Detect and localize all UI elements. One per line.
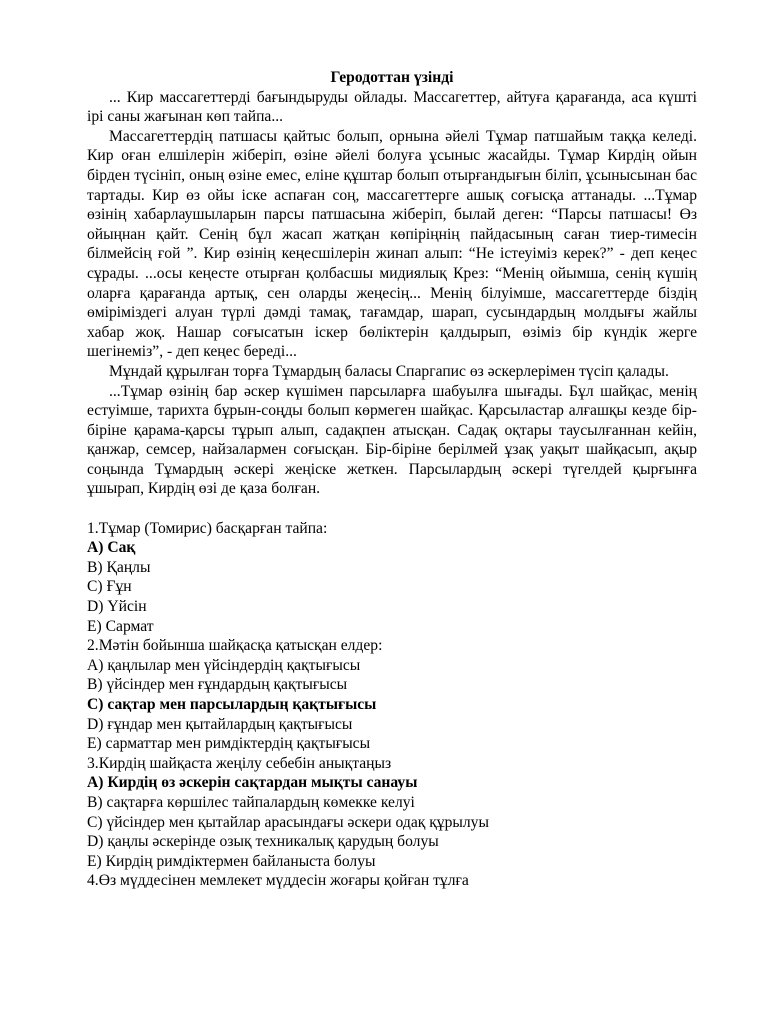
answer-option: A) қаңлылар мен үйсіндердің қақтығысы — [87, 656, 361, 674]
document-page — [87, 68, 697, 891]
answer-option: A) Сақ — [87, 539, 136, 557]
question-block — [87, 871, 697, 891]
answer-option: E) сарматтар мен римдіктердің қақтығысы — [87, 735, 371, 753]
paragraph: Массагеттердің патшасы қайтыс болып, орнына әйелі Тұмар патшайым таққа келеді. Кир оған елшілерін жіберіп, өзіне әйелі болуға ұсыныс жасайды. Тұмар Кирдің ойын бірден түсініп, оның өзіне емес, еліне құштар болып отырғандығын біліп, ұсынысынан бас тартады. Кир өз ойы іске аспаған соң, массагеттерге ашық соғысқа аттанады. ...Тұмар өзінің хабарлаушыларын парсы патшасына жіберіп, былай деген: “Парсы патшасы! Өз ойыңнан қайт. Сенің бұл жасап жатқан көпіріңнің пайдасының саған тиер-тимесін білмейсің ғой ”. Кир өзінің кеңесшілерін жинап алып: “Не істеуіміз керек?” - деп кеңес сұрады. ...осы кеңесте отырған қолбасшы мидиялық Крез: “Менің ойымша, сенің күшің оларға қарағанда артық, сен оларды жеңесің... Менің білуімше, массагеттерде біздің өміріміздегі алуан түрлі дәмді тамақ, тағамдар, шарап, сусындардың молдығы жайлы хабар жоқ. Нашар соғысатын іскер бөліктерін қалдырып, өзіміз бір күндік жерге шегінеміз”, - деп кеңес береді... — [87, 127, 697, 361]
blank-line — [87, 499, 697, 519]
question-block — [87, 636, 697, 754]
answer-option: C) Ғұн — [87, 578, 132, 596]
answer-option: A) Кирдің өз әскерін сақтардан мықты санауы — [87, 774, 418, 792]
answer-option: D) ғұндар мен қытайлардың қақтығысы — [87, 715, 353, 733]
answer-option: C) үйсіндер мен қытайлар арасындағы әскери одақ құрылуы — [87, 813, 489, 831]
answer-option: B) үйсіндер мен ғұндардың қақтығысы — [87, 676, 348, 694]
question-text: 2.Мәтін бойынша шайқасқа қатысқан елдер: — [87, 637, 383, 655]
question-block — [87, 754, 697, 872]
question-text: 3.Кирдің шайқаста жеңілу себебін анықтаңыз — [87, 754, 392, 772]
answer-option: E) Кирдің римдіктермен байланыста болуы — [87, 852, 376, 870]
answer-option: B) Қаңлы — [87, 558, 151, 576]
answer-option: C) сақтар мен парсылардың қақтығысы — [87, 696, 377, 713]
answer-option: E) Сармат — [87, 617, 154, 635]
paragraph: Мұндай құрылған торға Тұмардың баласы Спаргапис өз әскерлерімен түсіп қалады. — [109, 362, 669, 380]
paragraph: ... Кир массагеттерді бағындыруды ойлады. Массагеттер, айтуға қарағанда, аса күшті ірі саны жағынан көп тайпа... — [87, 88, 697, 126]
answer-option: D) қаңлы әскерінде озық техникалық қарудың болуы — [87, 833, 439, 851]
document-title: Геродоттан үзінді — [330, 69, 454, 86]
question-text: 1.Тұмар (Томирис) басқарған тайпа: — [87, 519, 328, 537]
answer-option: D) Үйсін — [87, 598, 147, 616]
question-block — [87, 519, 697, 637]
paragraph: ...Тұмар өзінің бар әскер күшімен парсыларға шабуылға шығады. Бұл шайқас, менің естуімше, тарихта бұрын-соңды болып көрмеген шайқас. Қарсыластар алғашқы кезде бір-біріне қарама-қарсы тұрып алып, садақпен атысқан. Садақ оқтары таусылғаннан кейін, қанжар, семсер, найзалармен соғысқан. Бір-біріне берілмей ұзақ уақыт шайқасып, ақыр соңында Тұмардың әскері жеңіске жеткен. Парсылардың әскері түгелдей қырғынға ұшырап, Кирдің өзі де қаза болған. — [87, 382, 697, 498]
answer-option: B) сақтарға көршілес тайпалардың көмекке келуі — [87, 793, 415, 811]
question-text: 4.Өз мүддесінен мемлекет мүддесін жоғары қойған тұлға — [87, 872, 469, 890]
